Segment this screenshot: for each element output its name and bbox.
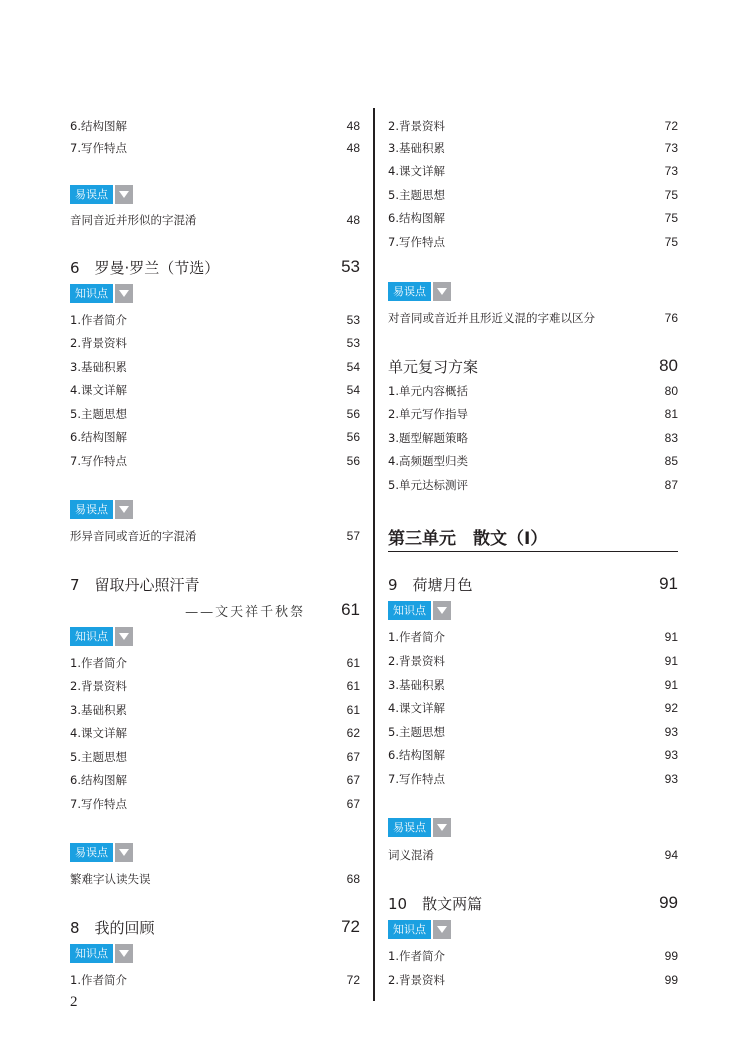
lesson-8-title[interactable]: 8 我的回顾 72 — [70, 917, 360, 937]
error-points-tag: 易误点 — [388, 818, 451, 837]
toc-entry[interactable]: 形异音同或音近的字混淆 57 — [70, 529, 360, 543]
toc-entry[interactable]: 5.主题思想 67 — [70, 750, 360, 764]
toc-entry[interactable]: 5.主题思想 56 — [70, 407, 360, 421]
toc-entry[interactable]: 7.写作特点 67 — [70, 797, 360, 811]
unit-3-heading: 第三单元 散文（Ⅰ） — [388, 521, 678, 552]
toc-entry[interactable]: 4.课文详解 73 — [388, 164, 678, 178]
triangle-down-icon — [433, 920, 451, 939]
toc-entry[interactable]: 3.基础积累 54 — [70, 360, 360, 374]
toc-entry[interactable]: 4.课文详解 92 — [388, 701, 678, 715]
toc-entry[interactable]: 2.背景资料 91 — [388, 654, 678, 668]
toc-entry[interactable]: 4.高频题型归类 85 — [388, 454, 678, 468]
toc-entry[interactable]: 6.结构图解 75 — [388, 211, 678, 225]
toc-entry[interactable]: 3.基础积累 91 — [388, 678, 678, 692]
knowledge-points-tag: 知识点 — [70, 284, 133, 303]
toc-entry[interactable]: 6.结构图解 93 — [388, 748, 678, 762]
toc-entry[interactable]: 2.单元写作指导 81 — [388, 407, 678, 421]
toc-entry[interactable]: 3.题型解题策略 83 — [388, 431, 678, 445]
triangle-down-icon — [433, 601, 451, 620]
toc-entry[interactable]: 1.作者简介 53 — [70, 313, 360, 327]
lesson-7-title[interactable]: 7 留取丹心照汗青 — [70, 575, 200, 594]
error-points-tag: 易误点 — [388, 282, 451, 301]
toc-entry[interactable]: 7.写作特点 56 — [70, 454, 360, 468]
toc-entry[interactable]: 4.课文详解 54 — [70, 383, 360, 397]
knowledge-points-tag: 知识点 — [388, 601, 451, 620]
triangle-down-icon — [115, 627, 133, 646]
error-points-tag: 易误点 — [70, 843, 133, 862]
lesson-6-title[interactable]: 6 罗曼·罗兰（节选） 53 — [70, 257, 360, 277]
toc-entry[interactable]: 5.主题思想 93 — [388, 725, 678, 739]
page-number: 2 — [70, 994, 78, 1010]
toc-entry[interactable]: 繁难字认读失误 68 — [70, 872, 360, 886]
unit-review-title[interactable]: 单元复习方案 80 — [388, 356, 678, 376]
toc-entry[interactable]: 1.作者简介 91 — [388, 630, 678, 644]
column-divider — [373, 108, 375, 1001]
error-points-tag: 易误点 — [70, 500, 133, 519]
toc-entry[interactable]: 1.作者简介 61 — [70, 656, 360, 670]
toc-entry[interactable]: 7.写作特点 48 — [70, 141, 360, 155]
toc-entry[interactable]: 词义混淆 94 — [388, 848, 678, 862]
toc-entry[interactable]: 6.结构图解 56 — [70, 430, 360, 444]
toc-entry[interactable]: 7.写作特点 93 — [388, 772, 678, 786]
triangle-down-icon — [115, 185, 133, 204]
toc-entry[interactable]: 3.基础积累 61 — [70, 703, 360, 717]
triangle-down-icon — [433, 282, 451, 301]
triangle-down-icon — [115, 284, 133, 303]
toc-entry[interactable]: 7.写作特点 75 — [388, 235, 678, 249]
toc-entry[interactable]: 2.背景资料 99 — [388, 973, 678, 987]
lesson-10-title[interactable]: 10 散文两篇 99 — [388, 893, 678, 913]
triangle-down-icon — [433, 818, 451, 837]
toc-entry[interactable]: 2.背景资料 72 — [388, 119, 678, 133]
lesson-7-subtitle: ——文天祥千秋祭 61 — [185, 600, 360, 620]
knowledge-points-tag: 知识点 — [70, 944, 133, 963]
toc-entry[interactable]: 6.结构图解 67 — [70, 773, 360, 787]
lesson-9-title[interactable]: 9 荷塘月色 91 — [388, 574, 678, 594]
toc-entry[interactable]: 1.作者简介 72 — [70, 973, 360, 987]
toc-entry[interactable]: 2.背景资料 61 — [70, 679, 360, 693]
toc-entry[interactable]: 3.基础积累 73 — [388, 141, 678, 155]
triangle-down-icon — [115, 843, 133, 862]
triangle-down-icon — [115, 944, 133, 963]
toc-entry[interactable]: 1.单元内容概括 80 — [388, 384, 678, 398]
toc-entry[interactable]: 6.结构图解 48 — [70, 119, 360, 133]
toc-entry[interactable]: 音同音近并形似的字混淆 48 — [70, 213, 360, 227]
toc-entry[interactable]: 对音同或音近并且形近义混的字难以区分 76 — [388, 311, 678, 325]
toc-entry[interactable]: 2.背景资料 53 — [70, 336, 360, 350]
error-points-tag: 易误点 — [70, 185, 133, 204]
toc-entry[interactable]: 1.作者简介 99 — [388, 949, 678, 963]
toc-entry[interactable]: 5.单元达标测评 87 — [388, 478, 678, 492]
knowledge-points-tag: 知识点 — [388, 920, 451, 939]
triangle-down-icon — [115, 500, 133, 519]
knowledge-points-tag: 知识点 — [70, 627, 133, 646]
toc-entry[interactable]: 4.课文详解 62 — [70, 726, 360, 740]
toc-entry[interactable]: 5.主题思想 75 — [388, 188, 678, 202]
